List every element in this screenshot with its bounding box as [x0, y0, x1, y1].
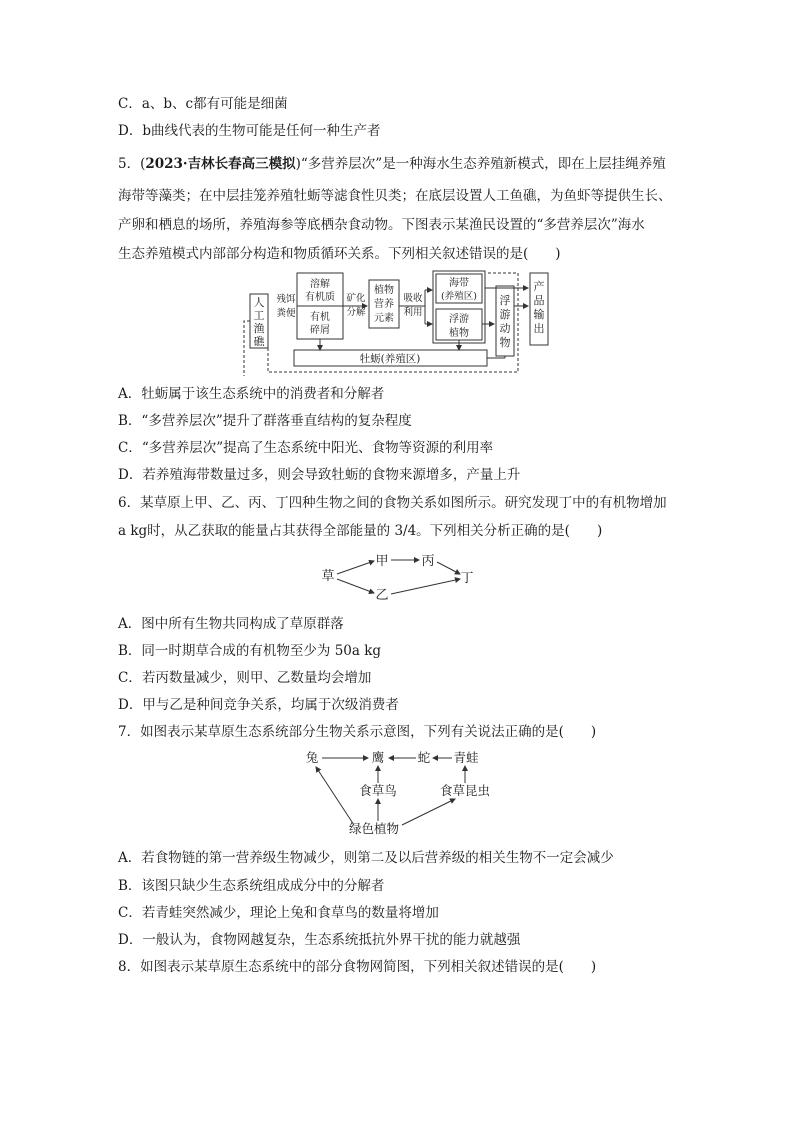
question-5-option-b[interactable]: B．“多营养层次”提升了群落垂直结构的复杂程度	[118, 413, 412, 429]
dissolved-organic-label: 有机质	[305, 292, 335, 303]
question-7-option-a[interactable]: A．若食物链的第一营养级生物减少，则第二及以后营养级的相关生物不一定会减少	[118, 850, 614, 866]
option-c-prev: C．a、b、c都有可能是细菌	[118, 96, 288, 112]
question-6-stem-line-2: a kg时，从乙获取的能量占其获得全部能量的 3/4。下列相关分析正确的是( )	[118, 523, 603, 539]
bait-label: 残饵	[276, 294, 296, 305]
question-7-option-d[interactable]: D．一般认为，食物网越复杂，生态系统抵抗外界干扰的能力就越强	[118, 932, 521, 948]
product-output-label: 出	[533, 322, 545, 335]
question-6-stem-line-1: 6．某草原上甲、乙、丙、丁四种生物之间的食物关系如图所示。研究发现丁中的有机物增加	[118, 495, 667, 511]
question-6-option-b[interactable]: B．同一时期草合成的有机物至少为 50a kg	[118, 643, 382, 659]
product-output-label: 输	[533, 308, 545, 321]
plant-node: 绿色植物	[348, 821, 400, 836]
reef-label: 渔	[253, 322, 265, 335]
decompose-label: 分解	[346, 307, 366, 318]
mineralize-label: 矿化	[346, 293, 366, 304]
organic-debris-label: 碎屑	[310, 325, 330, 336]
reef-label: 人	[253, 296, 265, 309]
reef-label: 礁	[253, 335, 265, 348]
organic-debris-label: 有机	[310, 312, 330, 323]
plant-nutrients-label: 植物	[374, 285, 394, 296]
grass-node: 草	[321, 569, 335, 584]
product-output-label: 品	[533, 294, 545, 307]
oyster-label: 牡蛎(养殖区)	[359, 353, 421, 365]
question-5-text: )“多营养层次”是一种海水生态养殖新模式，即在上层挂绳养殖	[295, 156, 666, 172]
question-7-option-c[interactable]: C．若青蛙突然减少，理论上兔和食草鸟的数量将增加	[118, 905, 439, 921]
feces-label: 粪便	[276, 308, 296, 319]
product-output-label: 产	[533, 280, 545, 293]
phytoplankton-label: 浮游	[449, 314, 469, 325]
kelp-label: (养殖区)	[441, 291, 477, 302]
question-source: 2023·吉林长春高三模拟	[145, 156, 296, 172]
figure-7-food-web	[300, 747, 500, 839]
question-8-stem: 8．如图表示某草原生态系统中的部分食物网简图，下列相关叙述错误的是( )	[118, 959, 597, 975]
utilize-label: 利用	[403, 307, 423, 318]
zooplankton-label: 游	[499, 308, 511, 321]
figure-6-food-web	[316, 549, 486, 603]
plant-nutrients-label: 营养	[374, 299, 394, 310]
question-5-stem-line-2: 海带等藻类；在中层挂笼养殖牡蛎等滤食性贝类；在底层设置人工鱼礁，为鱼虾等提供生长、	[118, 188, 672, 204]
yi-node: 乙	[375, 588, 389, 603]
question-number: 5．(	[118, 156, 146, 172]
question-6-option-d[interactable]: D．甲与乙是种间竞争关系，均属于次级消费者	[118, 697, 399, 713]
rabbit-node: 兔	[305, 750, 319, 765]
snake-node: 蛇	[417, 750, 431, 765]
question-7-stem: 7．如图表示某草原生态系统部分生物关系示意图，下列有关说法正确的是( )	[118, 724, 597, 740]
reef-label: 工	[253, 309, 265, 322]
figure-5-aquaculture-diagram	[240, 268, 560, 378]
ding-node: 丁	[460, 571, 474, 586]
question-5-stem-line-4: 生态养殖模式内部部分构造和物质循环关系。下列相关叙述错误的是( )	[118, 246, 561, 262]
phytoplankton-label: 植物	[449, 328, 469, 339]
question-5-option-d[interactable]: D．若养殖海带数量过多，则会导致牡蛎的食物来源增多，产量上升	[118, 467, 521, 483]
question-5-option-c[interactable]: C．“多营养层次”提高了生态系统中阳光、食物等资源的利用率	[118, 440, 494, 456]
plant-nutrients-label: 元素	[374, 313, 394, 324]
question-5-option-a[interactable]: A．牡蛎属于该生态系统中的消费者和分解者	[118, 386, 385, 402]
jia-node: 甲	[375, 554, 389, 569]
question-5-stem-line-3: 产卵和栖息的场所，养殖海参等底栖杂食动物。下图表示某渔民设置的“多营养层次”海水	[118, 217, 645, 233]
question-5-stem-line-1	[118, 154, 666, 174]
insect-node: 食草昆虫	[439, 783, 491, 798]
question-6-option-c[interactable]: C．若丙数量减少，则甲、乙数量均会增加	[118, 670, 372, 686]
bird-node: 食草鸟	[359, 783, 397, 798]
kelp-label: 海带	[449, 278, 469, 289]
zooplankton-label: 动	[499, 322, 511, 335]
zooplankton-label: 浮	[499, 294, 511, 307]
frog-node: 青蛙	[453, 750, 479, 765]
eagle-node: 鹰	[371, 750, 385, 765]
question-7-option-b[interactable]: B．该图只缺少生态系统组成成分中的分解者	[118, 878, 385, 894]
option-d-prev: D．b曲线代表的生物可能是任何一种生产者	[118, 123, 381, 139]
zooplankton-label: 物	[499, 336, 511, 349]
absorb-label: 吸收	[403, 293, 423, 304]
bing-node: 丙	[421, 554, 435, 569]
dissolved-organic-label: 溶解	[310, 279, 330, 290]
question-6-option-a[interactable]: A．图中所有生物共同构成了草原群落	[118, 616, 344, 632]
